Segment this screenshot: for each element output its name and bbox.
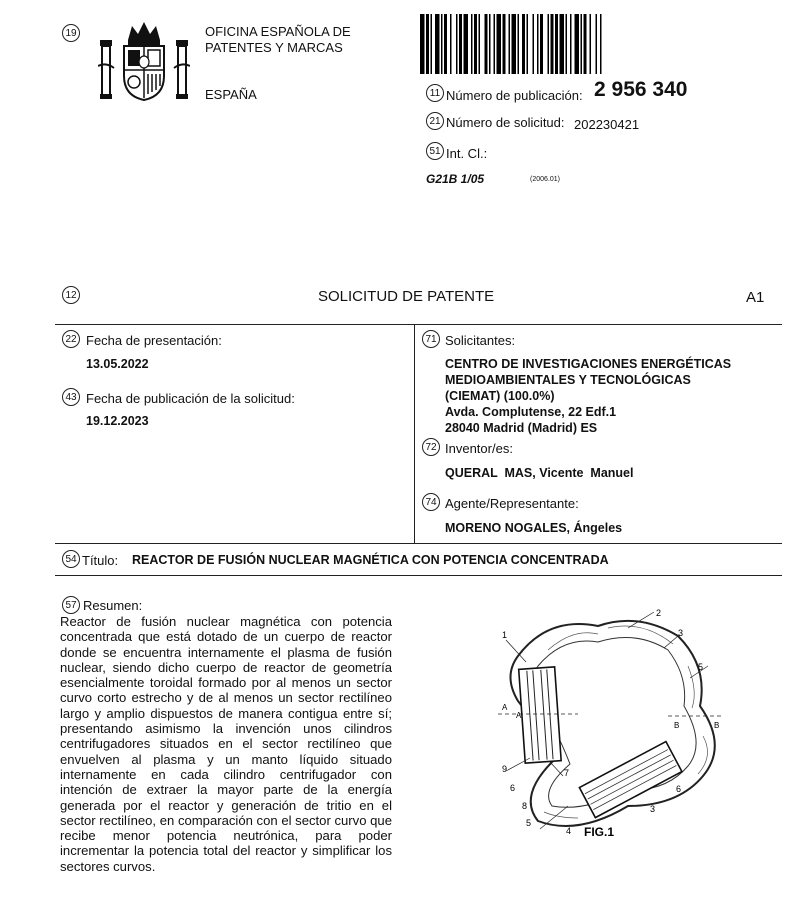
code-21-marker: 21 [426,112,444,130]
barcode-bar [533,14,535,74]
filing-date-label: Fecha de presentación: [86,333,222,348]
agent-name: MORENO NOGALES, Ángeles [445,521,623,535]
barcode-bar [575,14,580,74]
code-71-marker: 71 [422,330,440,348]
barcode-bar [497,14,502,74]
code-51-marker: 51 [426,142,444,160]
table-top-rule [55,324,782,325]
code-11-marker: 11 [426,84,444,102]
document-kind-code: A1 [746,289,765,306]
barcode-bar [494,14,496,74]
barcode-bar [420,14,425,74]
barcode-bar [522,14,525,74]
int-cl-date: (2006.01) [530,176,560,183]
publication-date-label: Fecha de publicación de la solicitud: [86,391,295,406]
barcode-bar [489,14,491,74]
barcode-bar [444,14,447,74]
applicant-line-1: CENTRO DE INVESTIGACIONES ENERGÉTICAS [445,357,732,371]
figure-label-9: 9 [502,764,508,774]
figure-label-4: 4 [566,826,572,836]
country-name: ESPAÑA [205,87,257,102]
barcode-bar [570,14,572,74]
applicant-line-2: MEDIOAMBIENTALES Y TECNOLÓGICAS [445,373,691,387]
barcode-bar [456,14,458,74]
barcode-bar [537,14,539,74]
figure-label-6-right: 6 [676,784,682,794]
barcode-bar [471,14,473,74]
barcode-bar [551,14,554,74]
publication-number-label: Número de publicación: [446,88,583,103]
office-name-line1: OFICINA ESPAÑOLA DE [205,24,351,39]
applicant-line-3: (CIEMAT) (100.0%) [445,389,555,403]
barcode-bar [600,14,602,74]
coat-of-arms-logo [98,18,190,102]
figure-label-5: 5 [698,662,704,672]
table-column-divider [414,324,415,543]
figure-label-6-left: 6 [510,783,516,793]
figure-label-a-mid: A [516,711,522,720]
barcode-bar [590,14,592,74]
code-19-marker: 19 [62,24,80,42]
figure-label-3: 3 [678,628,684,638]
barcode-bar [584,14,587,74]
barcode-bar [555,14,558,74]
agent-label: Agente/Representante: [445,496,579,511]
inventor-name: QUERAL MAS, Vicente Manuel [445,466,634,480]
barcode-bar [566,14,568,74]
barcode-bar [596,14,598,74]
publication-number: 2 956 340 [594,78,688,101]
figure-label-2: 2 [656,608,662,618]
applicants-label: Solicitantes: [445,333,516,348]
int-cl-value: G21B 1/05 [426,172,485,186]
barcode-bar [435,14,440,74]
code-72-marker: 72 [422,438,440,456]
figure-label-1: 1 [502,630,508,640]
application-number-label: Número de solicitud: [446,115,565,130]
figure-label-7: 7 [564,768,570,778]
applicant-line-5: 28040 Madrid (Madrid) ES [445,421,598,435]
application-number: 202230421 [574,117,640,132]
barcode-bar [518,14,520,74]
code-74-marker: 74 [422,493,440,511]
int-cl-label: Int. Cl.: [446,146,488,161]
code-43-marker: 43 [62,388,80,406]
barcode-bar [581,14,583,74]
barcode-bar [512,14,517,74]
barcode-bar [450,14,452,74]
barcode-bar [548,14,550,74]
barcode-bar [560,14,565,74]
code-22-marker: 22 [62,330,80,348]
barcode-bar [431,14,433,74]
abstract-text: Reactor de fusión nuclear magnética con potencia concentrada que está dotado de un cuerpo de reactor donde se encuentra internamente el plasma de fusión nuclear, siendo dicho cuerpo de reactor de geometría esencialmente toroidal formado por al menos un sector curvo corto estrecho y de al menos un sector rectilíneo largo y amplio dispuestos de manera contigua entre sí; presentando asimismo la invención unos cilindros centrifugadores situados en el sector rectilíneo que envuelven al plasma y un manto líquido situado internamente en cada cilindro centrifugador con intención de extraer la mayor parte de la energía generada por el reactor y generación de tritio en el sector rectilíneo, en comparación con el sector curvo que recibe menor potencia neutrónica, para poder incrementar la potencia total del reactor y simplificar los sectores curvos. [60,614,392,874]
figure-label-a-left: A [502,703,508,712]
barcode-bar [464,14,469,74]
applicant-line-4: Avda. Complutense, 22 Edf.1 [445,405,617,419]
code-57-marker: 57 [62,596,80,614]
title-label: Título: [82,553,119,568]
barcode-bar [485,14,488,74]
filing-date: 13.05.2022 [86,357,149,371]
barcode-bar [540,14,543,74]
invention-title: REACTOR DE FUSIÓN NUCLEAR MAGNÉTICA CON POTENCIA CONCENTRADA [132,553,609,567]
code-12-marker: 12 [62,286,80,304]
figure-label-8: 8 [522,801,528,811]
barcode-bar [509,14,511,74]
barcode-bar [527,14,529,74]
figure-caption: FIG.1 [584,825,615,839]
figure-label-5-bottom: 5 [526,818,532,828]
office-name-line2: PATENTES Y MARCAS [205,40,343,55]
figure-label-b-left: B [674,721,680,730]
barcode-bar [503,14,506,74]
figure-label-b-right: B [714,721,720,730]
title-row-bottom-rule [55,575,782,576]
figure-label-3-bottom: 3 [650,804,656,814]
barcode-image [420,14,700,74]
barcode-bar [426,14,429,74]
code-54-marker: 54 [62,550,80,568]
barcode-bar [459,14,462,74]
inventor-label: Inventor/es: [445,441,513,456]
publication-date: 19.12.2023 [86,414,149,428]
barcode-bar [479,14,481,74]
abstract-label: Resumen: [83,598,143,613]
document-type-title: SOLICITUD DE PATENTE [318,288,495,305]
reactor-figure-drawing [478,606,748,846]
barcode-bar [474,14,477,74]
barcode-bar [441,14,443,74]
table-bottom-rule [55,543,782,544]
